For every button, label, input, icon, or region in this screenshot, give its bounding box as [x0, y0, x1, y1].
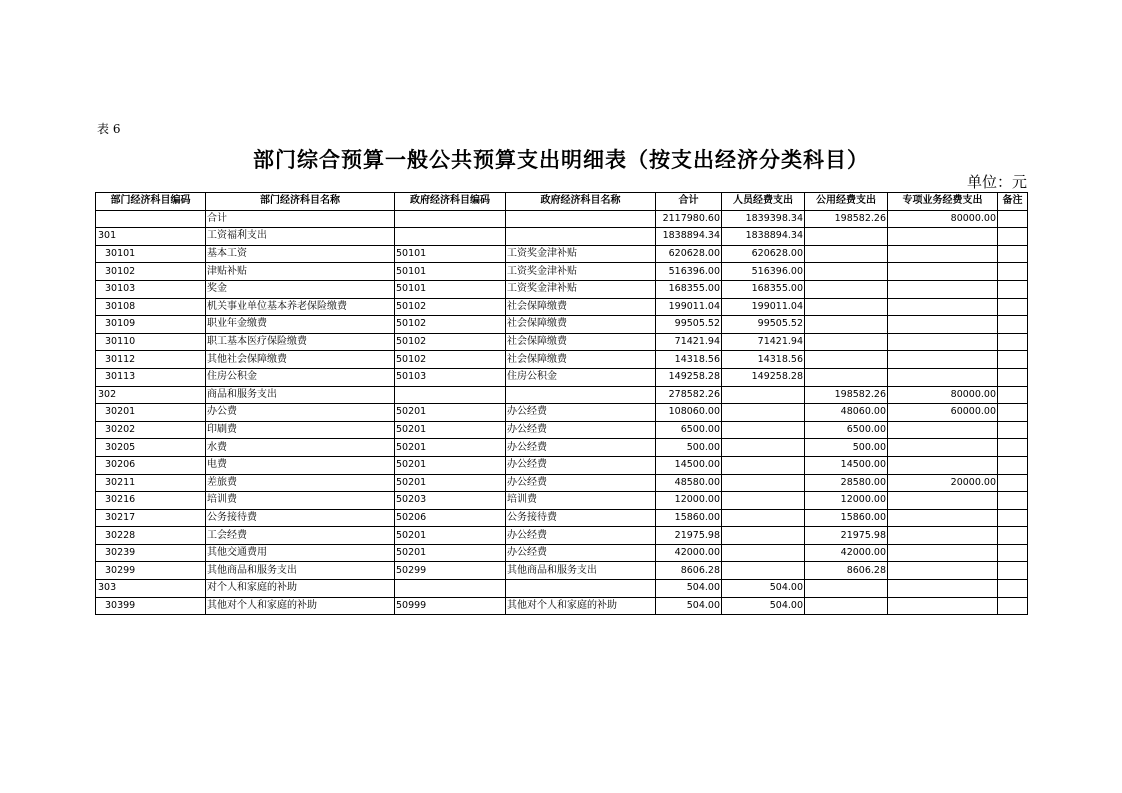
- special-cell: [888, 562, 998, 580]
- personnel-cell: 504.00: [722, 580, 805, 598]
- gov-code-cell: [395, 386, 506, 404]
- special-cell: 20000.00: [888, 474, 998, 492]
- dept-code-cell: 30103: [96, 280, 206, 298]
- dept-code-cell: 30113: [96, 368, 206, 386]
- note-cell: [998, 527, 1028, 545]
- note-cell: [998, 474, 1028, 492]
- gov-code-cell: 50201: [395, 404, 506, 422]
- table-row: [96, 386, 1028, 404]
- personnel-cell: [722, 527, 805, 545]
- personnel-cell: 1839398.34: [722, 210, 805, 228]
- total-cell: 8606.28: [656, 562, 722, 580]
- dept-name-cell: 水费: [206, 439, 395, 457]
- personnel-cell: 71421.94: [722, 333, 805, 351]
- dept-name-cell: 奖金: [206, 280, 395, 298]
- special-cell: [888, 333, 998, 351]
- special-cell: [888, 439, 998, 457]
- public-cell: [805, 597, 888, 615]
- header-public: 公用经费支出: [805, 193, 888, 211]
- public-cell: 28580.00: [805, 474, 888, 492]
- gov-code-cell: 50101: [395, 263, 506, 281]
- dept-name-cell: 其他对个人和家庭的补助: [206, 597, 395, 615]
- note-cell: [998, 580, 1028, 598]
- total-cell: 6500.00: [656, 421, 722, 439]
- gov-code-cell: 50102: [395, 316, 506, 334]
- note-cell: [998, 562, 1028, 580]
- note-cell: [998, 509, 1028, 527]
- note-cell: [998, 456, 1028, 474]
- total-cell: 48580.00: [656, 474, 722, 492]
- table-row: [96, 421, 1028, 439]
- gov-name-cell: 住房公积金: [506, 368, 656, 386]
- note-cell: [998, 228, 1028, 246]
- table-row: [96, 280, 1028, 298]
- dept-name-cell: 职工基本医疗保险缴费: [206, 333, 395, 351]
- gov-code-cell: 50102: [395, 351, 506, 369]
- dept-name-cell: 印刷费: [206, 421, 395, 439]
- dept-code-cell: 30399: [96, 597, 206, 615]
- gov-name-cell: 工资奖金津补贴: [506, 280, 656, 298]
- total-cell: 1838894.34: [656, 228, 722, 246]
- total-cell: 2117980.60: [656, 210, 722, 228]
- public-cell: [805, 245, 888, 263]
- dept-code-cell: 30109: [96, 316, 206, 334]
- dept-name-cell: 职业年金缴费: [206, 316, 395, 334]
- dept-code-cell: 30206: [96, 456, 206, 474]
- gov-name-cell: 其他商品和服务支出: [506, 562, 656, 580]
- dept-name-cell: 商品和服务支出: [206, 386, 395, 404]
- table-row: [96, 509, 1028, 527]
- public-cell: 198582.26: [805, 210, 888, 228]
- dept-name-cell: 工资福利支出: [206, 228, 395, 246]
- dept-name-cell: 培训费: [206, 492, 395, 510]
- personnel-cell: 14318.56: [722, 351, 805, 369]
- table-row: [96, 368, 1028, 386]
- gov-code-cell: [395, 228, 506, 246]
- table-row: [96, 439, 1028, 457]
- table-row: [96, 245, 1028, 263]
- public-cell: [805, 368, 888, 386]
- personnel-cell: 504.00: [722, 597, 805, 615]
- public-cell: [805, 580, 888, 598]
- dept-code-cell: 30228: [96, 527, 206, 545]
- note-cell: [998, 298, 1028, 316]
- total-cell: 14500.00: [656, 456, 722, 474]
- personnel-cell: [722, 386, 805, 404]
- dept-name-cell: 对个人和家庭的补助: [206, 580, 395, 598]
- dept-code-cell: [96, 210, 206, 228]
- note-cell: [998, 404, 1028, 422]
- total-cell: 199011.04: [656, 298, 722, 316]
- gov-name-cell: 办公经费: [506, 421, 656, 439]
- public-cell: 12000.00: [805, 492, 888, 510]
- table-row: [96, 580, 1028, 598]
- public-cell: 14500.00: [805, 456, 888, 474]
- table-row: [96, 492, 1028, 510]
- table-row: [96, 298, 1028, 316]
- dept-code-cell: 30299: [96, 562, 206, 580]
- total-cell: 149258.28: [656, 368, 722, 386]
- table-body: [96, 210, 1028, 615]
- total-cell: 504.00: [656, 597, 722, 615]
- gov-name-cell: 公务接待费: [506, 509, 656, 527]
- dept-code-cell: 30202: [96, 421, 206, 439]
- gov-name-cell: [506, 210, 656, 228]
- total-cell: 71421.94: [656, 333, 722, 351]
- table-row: [96, 263, 1028, 281]
- gov-code-cell: 50203: [395, 492, 506, 510]
- table-row: [96, 544, 1028, 562]
- gov-name-cell: 办公经费: [506, 527, 656, 545]
- total-cell: 278582.26: [656, 386, 722, 404]
- public-cell: [805, 228, 888, 246]
- table-row: [96, 527, 1028, 545]
- dept-code-cell: 30110: [96, 333, 206, 351]
- dept-code-cell: 30211: [96, 474, 206, 492]
- gov-code-cell: 50102: [395, 333, 506, 351]
- total-cell: 42000.00: [656, 544, 722, 562]
- public-cell: 198582.26: [805, 386, 888, 404]
- dept-code-cell: 30217: [96, 509, 206, 527]
- public-cell: 6500.00: [805, 421, 888, 439]
- special-cell: [888, 228, 998, 246]
- gov-name-cell: 办公经费: [506, 474, 656, 492]
- gov-name-cell: [506, 228, 656, 246]
- total-cell: 15860.00: [656, 509, 722, 527]
- gov-code-cell: 50103: [395, 368, 506, 386]
- personnel-cell: [722, 474, 805, 492]
- special-cell: [888, 527, 998, 545]
- table-row: [96, 562, 1028, 580]
- gov-code-cell: 50201: [395, 544, 506, 562]
- total-cell: 99505.52: [656, 316, 722, 334]
- special-cell: [888, 421, 998, 439]
- special-cell: 60000.00: [888, 404, 998, 422]
- gov-name-cell: 社会保障缴费: [506, 316, 656, 334]
- dept-name-cell: 基本工资: [206, 245, 395, 263]
- dept-code-cell: 30201: [96, 404, 206, 422]
- gov-code-cell: 50102: [395, 298, 506, 316]
- header-dept-name: 部门经济科目名称: [206, 193, 395, 211]
- personnel-cell: 199011.04: [722, 298, 805, 316]
- table-row: [96, 597, 1028, 615]
- note-cell: [998, 597, 1028, 615]
- special-cell: [888, 580, 998, 598]
- personnel-cell: 99505.52: [722, 316, 805, 334]
- dept-name-cell: 差旅费: [206, 474, 395, 492]
- header-total: 合计: [656, 193, 722, 211]
- dept-code-cell: 30108: [96, 298, 206, 316]
- gov-name-cell: 工资奖金津补贴: [506, 263, 656, 281]
- table-number: 表 6: [97, 122, 121, 136]
- note-cell: [998, 245, 1028, 263]
- note-cell: [998, 544, 1028, 562]
- dept-name-cell: 其他交通费用: [206, 544, 395, 562]
- special-cell: [888, 368, 998, 386]
- total-cell: 620628.00: [656, 245, 722, 263]
- note-cell: [998, 368, 1028, 386]
- special-cell: [888, 456, 998, 474]
- gov-name-cell: 工资奖金津补贴: [506, 245, 656, 263]
- table-row: [96, 228, 1028, 246]
- note-cell: [998, 263, 1028, 281]
- gov-name-cell: 办公经费: [506, 544, 656, 562]
- note-cell: [998, 386, 1028, 404]
- page-title: 部门综合预算一般公共预算支出明细表（按支出经济分类科目）: [253, 148, 869, 172]
- dept-code-cell: 30239: [96, 544, 206, 562]
- public-cell: [805, 298, 888, 316]
- table-row: [96, 474, 1028, 492]
- total-cell: 168355.00: [656, 280, 722, 298]
- personnel-cell: 168355.00: [722, 280, 805, 298]
- public-cell: [805, 263, 888, 281]
- personnel-cell: 1838894.34: [722, 228, 805, 246]
- gov-name-cell: [506, 386, 656, 404]
- table-row: [96, 333, 1028, 351]
- gov-code-cell: 50206: [395, 509, 506, 527]
- gov-name-cell: 社会保障缴费: [506, 333, 656, 351]
- total-cell: 516396.00: [656, 263, 722, 281]
- special-cell: [888, 597, 998, 615]
- note-cell: [998, 439, 1028, 457]
- personnel-cell: [722, 439, 805, 457]
- dept-code-cell: 30112: [96, 351, 206, 369]
- note-cell: [998, 333, 1028, 351]
- special-cell: [888, 316, 998, 334]
- gov-code-cell: 50201: [395, 527, 506, 545]
- special-cell: 80000.00: [888, 386, 998, 404]
- public-cell: 21975.98: [805, 527, 888, 545]
- note-cell: [998, 316, 1028, 334]
- table-row: [96, 404, 1028, 422]
- gov-code-cell: 50999: [395, 597, 506, 615]
- gov-code-cell: 50201: [395, 456, 506, 474]
- header-special: 专项业务经费支出: [888, 193, 998, 211]
- dept-code-cell: 301: [96, 228, 206, 246]
- personnel-cell: 516396.00: [722, 263, 805, 281]
- header-personnel: 人员经费支出: [722, 193, 805, 211]
- gov-code-cell: 50201: [395, 439, 506, 457]
- special-cell: [888, 544, 998, 562]
- gov-code-cell: [395, 210, 506, 228]
- dept-name-cell: 合计: [206, 210, 395, 228]
- public-cell: [805, 333, 888, 351]
- special-cell: [888, 509, 998, 527]
- special-cell: [888, 263, 998, 281]
- header-dept-code: 部门经济科目编码: [96, 193, 206, 211]
- dept-code-cell: 303: [96, 580, 206, 598]
- unit-label: 单位：元: [966, 173, 1027, 191]
- gov-code-cell: 50101: [395, 280, 506, 298]
- total-cell: 21975.98: [656, 527, 722, 545]
- special-cell: [888, 245, 998, 263]
- table-row: [96, 456, 1028, 474]
- gov-name-cell: 培训费: [506, 492, 656, 510]
- total-cell: 14318.56: [656, 351, 722, 369]
- personnel-cell: [722, 456, 805, 474]
- dept-code-cell: 30102: [96, 263, 206, 281]
- personnel-cell: [722, 544, 805, 562]
- header-gov-name: 政府经济科目名称: [506, 193, 656, 211]
- special-cell: [888, 492, 998, 510]
- public-cell: 500.00: [805, 439, 888, 457]
- note-cell: [998, 492, 1028, 510]
- gov-name-cell: [506, 580, 656, 598]
- gov-name-cell: 办公经费: [506, 439, 656, 457]
- dept-name-cell: 工会经费: [206, 527, 395, 545]
- dept-name-cell: 其他社会保障缴费: [206, 351, 395, 369]
- total-cell: 500.00: [656, 439, 722, 457]
- note-cell: [998, 351, 1028, 369]
- public-cell: [805, 280, 888, 298]
- dept-code-cell: 30216: [96, 492, 206, 510]
- special-cell: [888, 351, 998, 369]
- total-cell: 108060.00: [656, 404, 722, 422]
- table-row: [96, 316, 1028, 334]
- dept-code-cell: 302: [96, 386, 206, 404]
- dept-code-cell: 30101: [96, 245, 206, 263]
- dept-name-cell: 住房公积金: [206, 368, 395, 386]
- header-gov-code: 政府经济科目编码: [395, 193, 506, 211]
- dept-name-cell: 津贴补贴: [206, 263, 395, 281]
- budget-table: [95, 192, 1028, 615]
- public-cell: 15860.00: [805, 509, 888, 527]
- note-cell: [998, 210, 1028, 228]
- dept-code-cell: 30205: [96, 439, 206, 457]
- gov-name-cell: 其他对个人和家庭的补助: [506, 597, 656, 615]
- total-cell: 504.00: [656, 580, 722, 598]
- gov-name-cell: 社会保障缴费: [506, 298, 656, 316]
- personnel-cell: 149258.28: [722, 368, 805, 386]
- special-cell: 80000.00: [888, 210, 998, 228]
- header-row: [96, 193, 1028, 211]
- public-cell: [805, 316, 888, 334]
- total-cell: 12000.00: [656, 492, 722, 510]
- header-note: 备注: [998, 193, 1028, 211]
- note-cell: [998, 421, 1028, 439]
- dept-name-cell: 电费: [206, 456, 395, 474]
- public-cell: 48060.00: [805, 404, 888, 422]
- dept-name-cell: 公务接待费: [206, 509, 395, 527]
- gov-name-cell: 办公经费: [506, 456, 656, 474]
- gov-code-cell: 50201: [395, 474, 506, 492]
- personnel-cell: 620628.00: [722, 245, 805, 263]
- table-row: [96, 351, 1028, 369]
- note-cell: [998, 280, 1028, 298]
- public-cell: [805, 351, 888, 369]
- special-cell: [888, 280, 998, 298]
- personnel-cell: [722, 562, 805, 580]
- gov-name-cell: 办公经费: [506, 404, 656, 422]
- gov-code-cell: 50299: [395, 562, 506, 580]
- table-row: [96, 210, 1028, 228]
- dept-name-cell: 办公费: [206, 404, 395, 422]
- gov-code-cell: 50201: [395, 421, 506, 439]
- gov-name-cell: 社会保障缴费: [506, 351, 656, 369]
- personnel-cell: [722, 404, 805, 422]
- gov-code-cell: [395, 580, 506, 598]
- public-cell: 42000.00: [805, 544, 888, 562]
- gov-code-cell: 50101: [395, 245, 506, 263]
- dept-name-cell: 机关事业单位基本养老保险缴费: [206, 298, 395, 316]
- personnel-cell: [722, 509, 805, 527]
- personnel-cell: [722, 492, 805, 510]
- special-cell: [888, 298, 998, 316]
- personnel-cell: [722, 421, 805, 439]
- public-cell: 8606.28: [805, 562, 888, 580]
- dept-name-cell: 其他商品和服务支出: [206, 562, 395, 580]
